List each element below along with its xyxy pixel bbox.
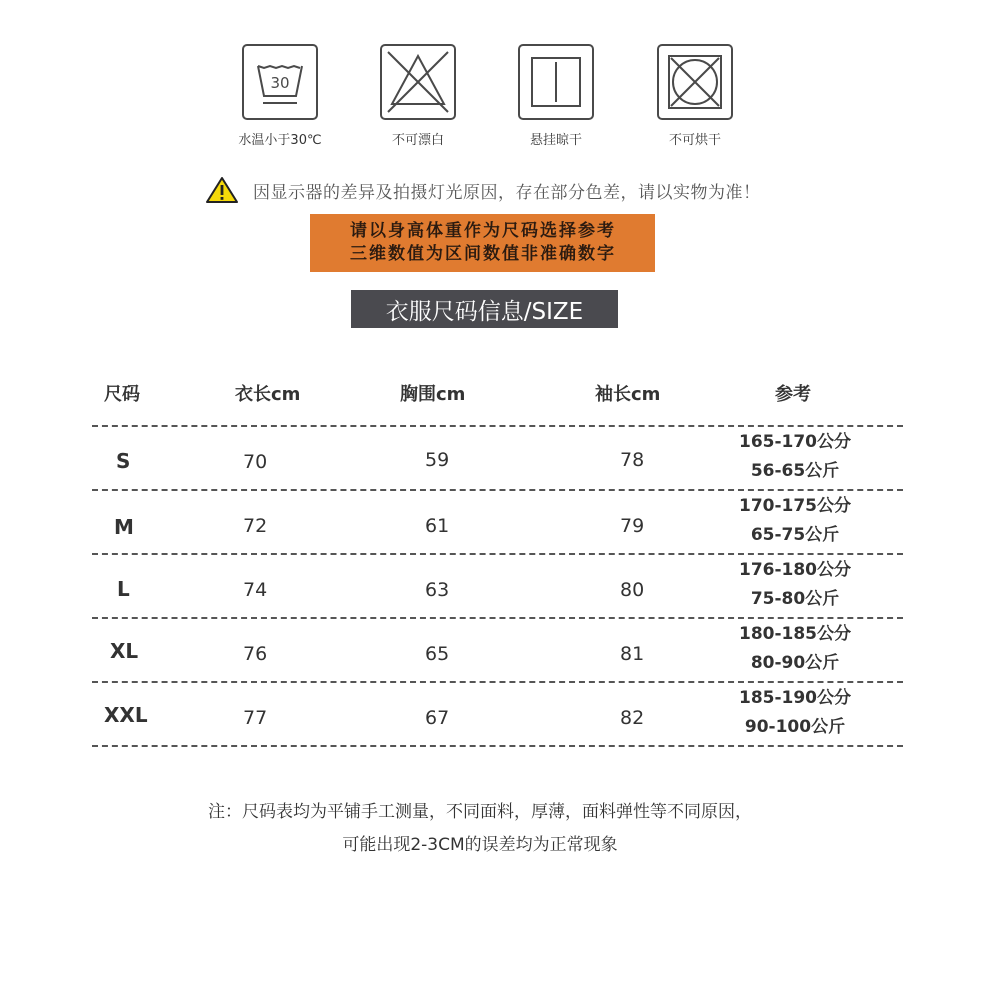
table-row bbox=[92, 681, 903, 747]
ref-weight: 80-90公斤 bbox=[750, 653, 840, 673]
header-reference: 参考 bbox=[775, 384, 811, 405]
cell-reference bbox=[720, 556, 870, 614]
care-label-tumble: 不可烘干 bbox=[668, 133, 721, 148]
no-bleach-icon bbox=[380, 44, 456, 120]
measurement-footnote bbox=[0, 796, 960, 862]
cell-chest: 65 bbox=[425, 643, 450, 665]
cell-size: XL bbox=[110, 639, 139, 663]
ref-weight: 56-65公斤 bbox=[750, 461, 840, 481]
wash-30-icon bbox=[242, 44, 318, 120]
header-sleeve: 袖长cm bbox=[595, 384, 661, 405]
cell-length: 77 bbox=[243, 707, 268, 729]
cell-length: 76 bbox=[243, 643, 268, 665]
ref-height: 165-170公分 bbox=[738, 432, 852, 452]
cell-reference bbox=[720, 428, 870, 486]
table-row bbox=[92, 553, 903, 617]
care-label-wash: 水温小于30℃ bbox=[238, 133, 322, 148]
wash-temp-label: 30 bbox=[270, 74, 290, 92]
cell-reference bbox=[720, 492, 870, 550]
disclaimer-text: 因显示器的差异及拍摄灯光原因，存在部分色差，请以实物为准！ bbox=[253, 182, 761, 203]
ref-height: 170-175公分 bbox=[738, 496, 852, 516]
cell-sleeve: 81 bbox=[620, 643, 645, 665]
care-item-bleach bbox=[358, 44, 478, 148]
ref-height: 176-180公分 bbox=[738, 560, 852, 580]
care-item-dry bbox=[496, 44, 616, 148]
cell-size: S bbox=[116, 449, 131, 473]
care-label-bleach: 不可漂白 bbox=[391, 133, 444, 148]
size-chart-title: 衣服尺码信息/SIZE bbox=[351, 290, 618, 328]
cell-size: M bbox=[114, 515, 134, 539]
ref-weight: 90-100公斤 bbox=[744, 717, 846, 737]
notice-line-1: 请以身高体重作为尺码选择参考 bbox=[350, 221, 616, 241]
warning-icon bbox=[205, 176, 239, 204]
care-item-tumble bbox=[635, 44, 755, 148]
cell-chest: 63 bbox=[425, 579, 450, 601]
cell-sleeve: 82 bbox=[620, 707, 645, 729]
table-header bbox=[92, 370, 903, 425]
line-dry-icon bbox=[518, 44, 594, 120]
header-length: 衣长cm bbox=[235, 384, 301, 405]
cell-length: 70 bbox=[243, 451, 268, 473]
ref-weight: 75-80公斤 bbox=[750, 589, 840, 609]
care-label-dry: 悬挂晾干 bbox=[529, 133, 582, 148]
size-table bbox=[92, 370, 903, 747]
footnote-line-2: 可能出现2-3CM的误差均为正常现象 bbox=[342, 835, 618, 855]
care-instructions bbox=[0, 44, 1000, 154]
cell-reference bbox=[720, 620, 870, 678]
ref-weight: 65-75公斤 bbox=[750, 525, 840, 545]
cell-length: 74 bbox=[243, 579, 268, 601]
care-item-wash bbox=[220, 44, 340, 148]
cell-chest: 67 bbox=[425, 707, 450, 729]
header-size: 尺码 bbox=[104, 384, 140, 405]
table-row bbox=[92, 425, 903, 489]
cell-length: 72 bbox=[243, 515, 268, 537]
ref-height: 180-185公分 bbox=[738, 624, 852, 644]
color-disclaimer bbox=[205, 176, 761, 204]
ref-height: 185-190公分 bbox=[738, 688, 852, 708]
cell-chest: 61 bbox=[425, 515, 450, 537]
size-guide-notice bbox=[310, 214, 655, 272]
cell-size: L bbox=[117, 577, 130, 601]
header-chest: 胸围cm bbox=[400, 384, 466, 405]
notice-line-2: 三维数值为区间数值非准确数字 bbox=[350, 244, 616, 264]
cell-chest: 59 bbox=[425, 449, 450, 471]
cell-size: XXL bbox=[104, 703, 148, 727]
footnote-line-1: 注：尺码表均为平铺手工测量，不同面料，厚薄，面料弹性等不同原因， bbox=[208, 802, 752, 822]
no-tumble-dry-icon bbox=[657, 44, 733, 120]
cell-sleeve: 79 bbox=[620, 515, 645, 537]
cell-reference bbox=[720, 684, 870, 742]
table-row bbox=[92, 489, 903, 553]
cell-sleeve: 80 bbox=[620, 579, 645, 601]
table-row bbox=[92, 617, 903, 681]
cell-sleeve: 78 bbox=[620, 449, 645, 471]
